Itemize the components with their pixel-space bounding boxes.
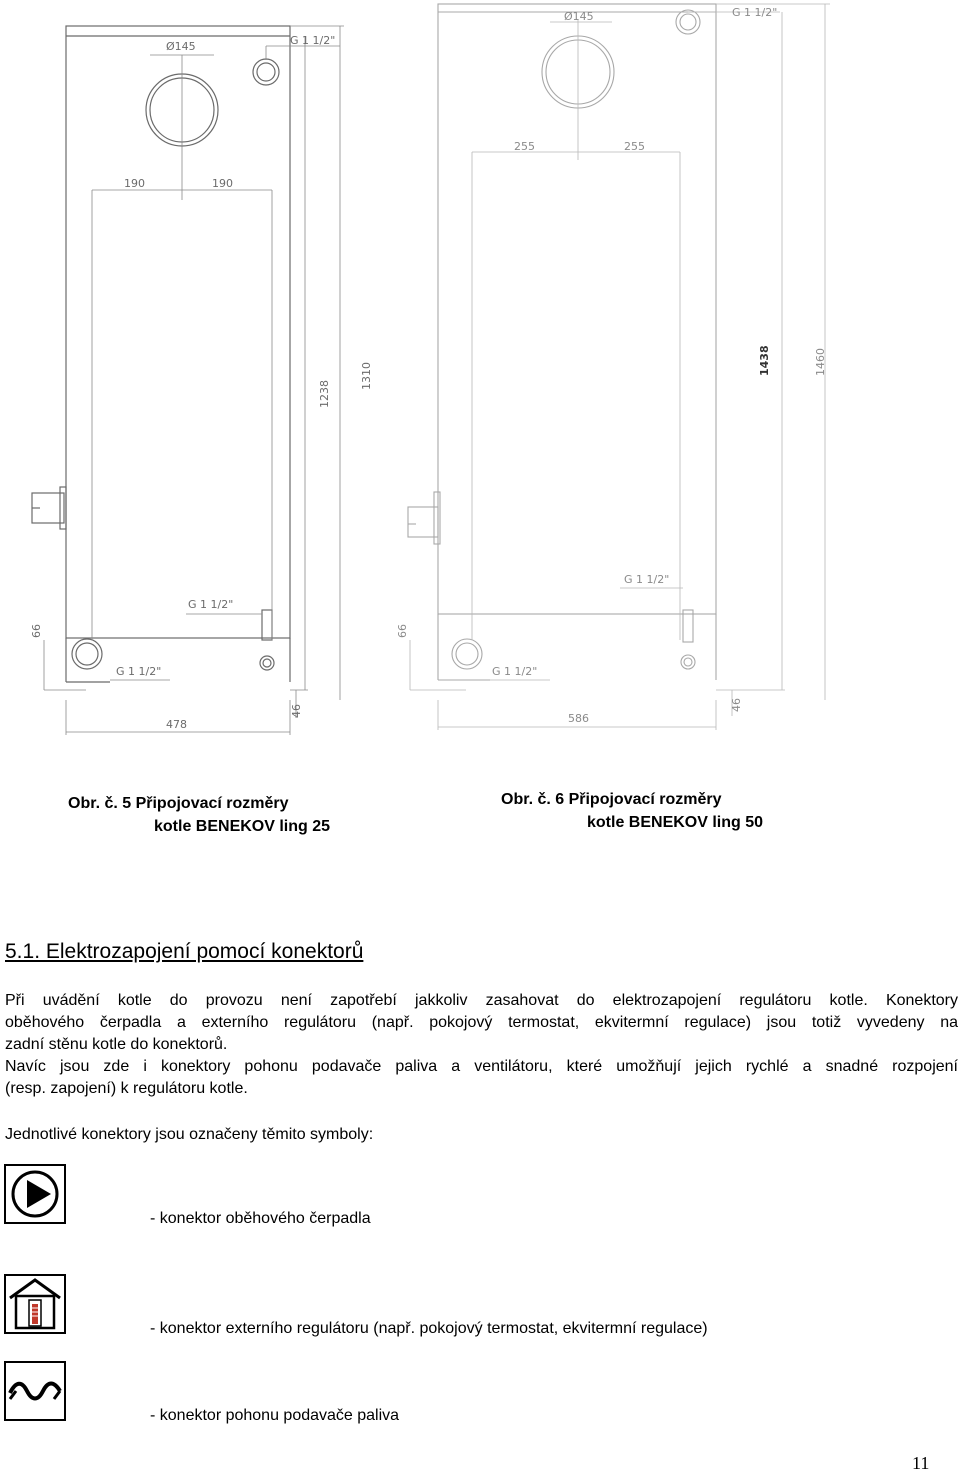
pump-icon — [4, 1164, 66, 1224]
dim-top-pipe: G 1 1/2" — [290, 34, 336, 47]
wave-motor-icon — [4, 1361, 66, 1421]
symbol-label-pump: - konektor oběhového čerpadla — [150, 1210, 371, 1227]
dim-flue-diameter: Ø145 — [166, 40, 196, 53]
boiler-body — [438, 4, 716, 614]
figure5-caption — [68, 792, 330, 838]
figure5-caption-line1: Obr. č. 5 Připojovací rozměry — [68, 795, 289, 812]
dim-base-height: 66 — [30, 624, 43, 638]
dim-return-pipe: G 1 1/2" — [188, 598, 234, 611]
figure6-caption-line2: kotle BENEKOV ling 50 — [587, 814, 764, 831]
dim-top-pipe: G 1 1/2" — [732, 6, 778, 19]
dim-base-height: 66 — [396, 624, 409, 638]
dim-height-total: 1310 — [360, 362, 373, 390]
dim-height-inner: 1238 — [318, 380, 331, 408]
dim-foot-height: 46 — [290, 704, 303, 718]
dim-flue-offset-right: 255 — [624, 140, 645, 153]
dim-flue-offset-right: 190 — [212, 177, 233, 190]
dim-width: 586 — [568, 712, 589, 725]
dim-width: 478 — [166, 718, 187, 731]
dim-return-pipe: G 1 1/2" — [624, 573, 670, 586]
dim-foot-height: 46 — [730, 698, 743, 712]
section-paragraph — [5, 990, 958, 1100]
dim-bottom-pipe: G 1 1/2" — [492, 665, 538, 678]
figure6-caption — [501, 788, 763, 834]
house-thermostat-icon — [4, 1274, 66, 1334]
paragraph-line: Navíc jsou zde i konektory pohonu podavače paliva a ventilátoru, které umožňují jejich rychlé a snadné rozpojení — [5, 1058, 958, 1075]
symbol-label-feeder: - konektor pohonu podavače paliva — [150, 1407, 400, 1424]
boiler-body — [66, 26, 290, 638]
dim-height-total: 1460 — [814, 348, 827, 376]
section-heading: 5.1. Elektrozapojení pomocí konektorů — [5, 940, 364, 963]
figure6-drawing — [380, 0, 850, 750]
paragraph-line: (resp. zapojení) k regulátoru kotle. — [5, 1080, 248, 1097]
symbols-intro: Jednotlivé konektory jsou označeny těmito symboly: — [5, 1126, 374, 1143]
dim-flue-offset-left: 255 — [514, 140, 535, 153]
dim-flue-diameter: Ø145 — [564, 10, 594, 23]
paragraph-line: Při uvádění kotle do provozu není zapotřebí jakkoliv zasahovat do elektrozapojení regulátoru kotle. Konektory — [5, 992, 958, 1009]
figure5-drawing — [0, 0, 373, 750]
paragraph-line: zadní stěnu kotle do konektorů. — [5, 1036, 228, 1053]
dim-flue-offset-left: 190 — [124, 177, 145, 190]
symbol-label-thermostat: - konektor externího regulátoru (např. pokojový termostat, ekvitermní regulace) — [150, 1320, 708, 1337]
figure5-caption-line2: kotle BENEKOV ling 25 — [154, 818, 331, 835]
dim-height-inner: 1438 — [758, 345, 771, 376]
paragraph-line: oběhového čerpadla a externího regulátoru (např. pokojový termostat, ekvitermní regulace) jsou totiž vyvedeny na — [5, 1014, 958, 1031]
dim-bottom-pipe: G 1 1/2" — [116, 665, 162, 678]
page-number: 11 — [912, 1453, 930, 1473]
figure6-caption-line1: Obr. č. 6 Připojovací rozměry — [501, 791, 722, 808]
